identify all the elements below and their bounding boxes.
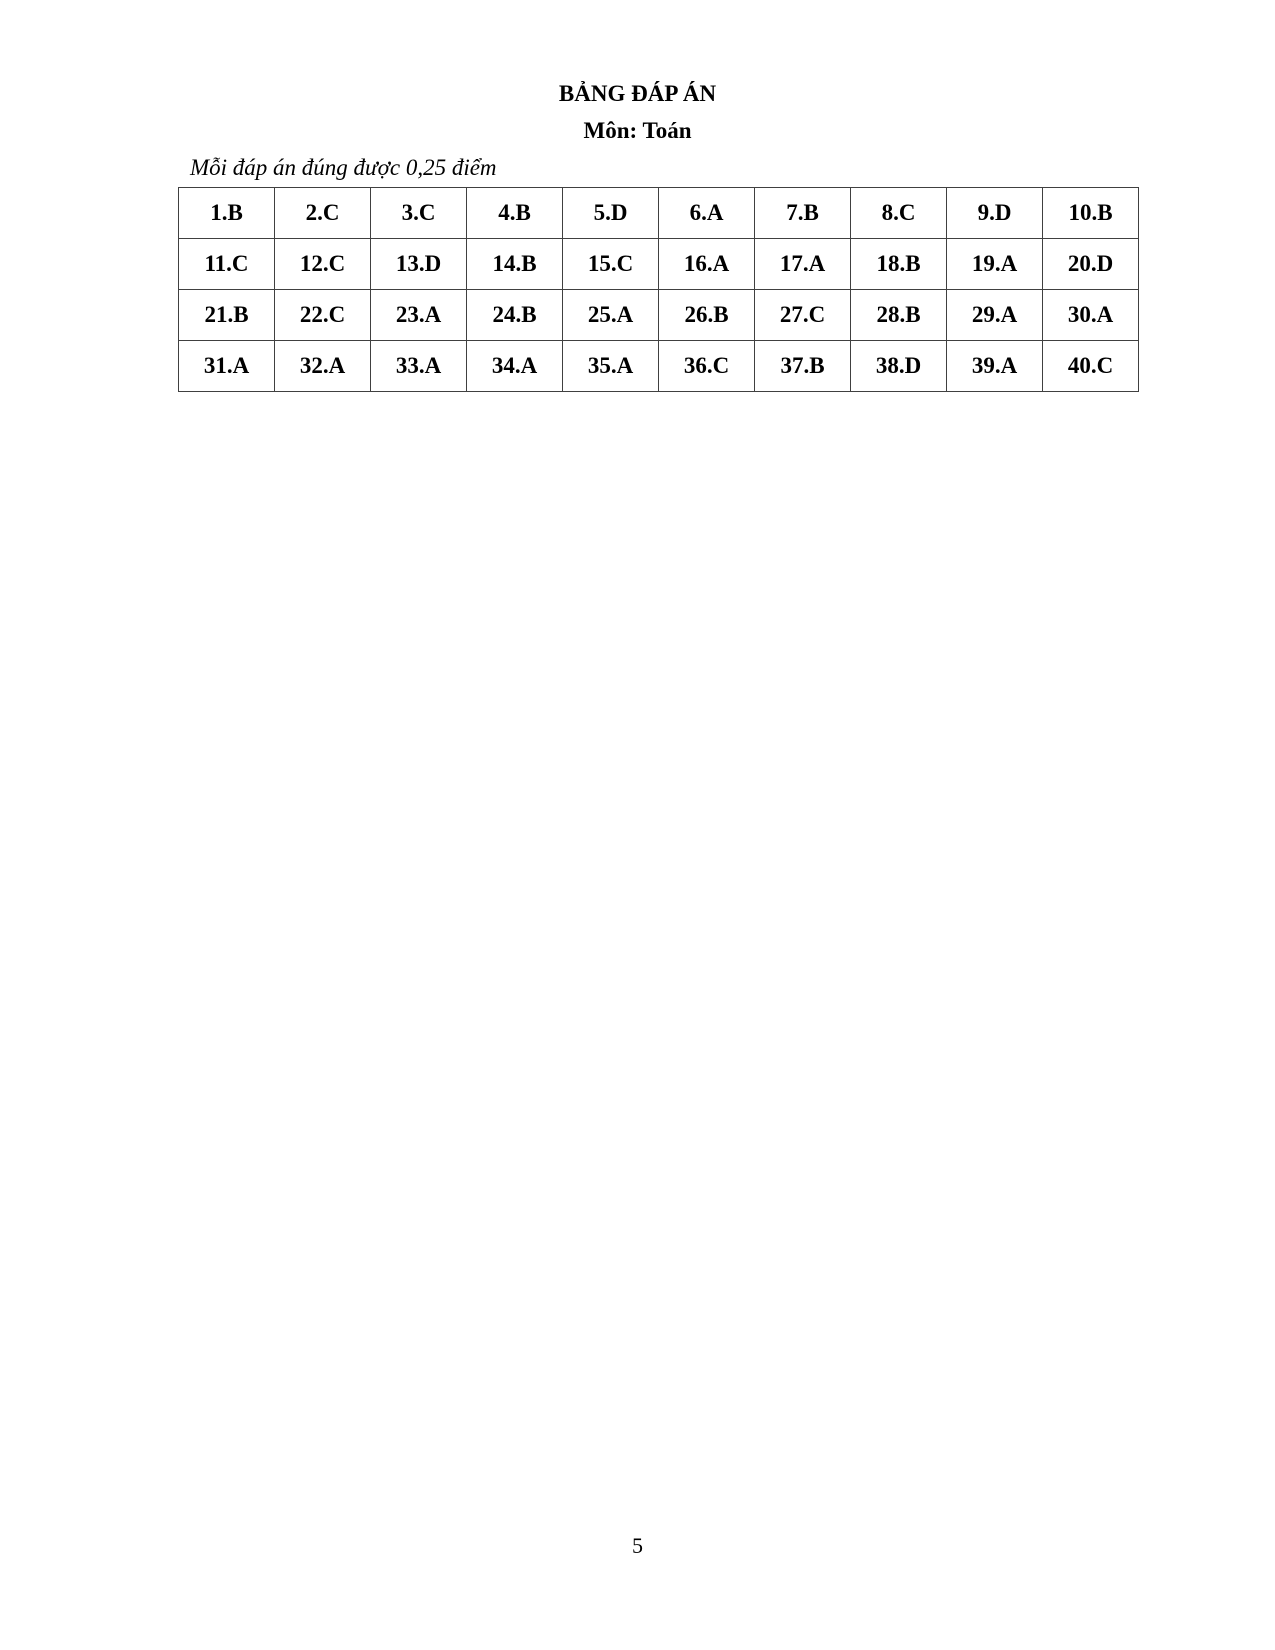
answer-cell: 18.B <box>851 239 947 290</box>
answer-cell: 3.C <box>371 188 467 239</box>
answer-cell: 37.B <box>755 341 851 392</box>
answer-cell: 6.A <box>659 188 755 239</box>
answer-cell: 16.A <box>659 239 755 290</box>
table-row <box>179 188 1139 239</box>
answer-cell: 22.C <box>275 290 371 341</box>
answer-cell: 14.B <box>467 239 563 290</box>
table-row <box>179 239 1139 290</box>
answer-cell: 32.A <box>275 341 371 392</box>
answer-cell: 31.A <box>179 341 275 392</box>
answer-cell: 27.C <box>755 290 851 341</box>
answer-cell: 35.A <box>563 341 659 392</box>
answer-table <box>178 187 1139 392</box>
scoring-note: Mỗi đáp án đúng được 0,25 điểm <box>190 155 497 180</box>
answer-cell: 34.A <box>467 341 563 392</box>
answer-cell: 12.C <box>275 239 371 290</box>
page-number: 5 <box>632 1533 643 1558</box>
subject-heading: Môn: Toán <box>583 118 692 143</box>
answer-cell: 26.B <box>659 290 755 341</box>
answer-cell: 33.A <box>371 341 467 392</box>
answer-cell: 7.B <box>755 188 851 239</box>
page-title: BẢNG ĐÁP ÁN <box>558 81 717 106</box>
answer-cell: 40.C <box>1043 341 1139 392</box>
answer-cell: 9.D <box>947 188 1043 239</box>
answer-cell: 25.A <box>563 290 659 341</box>
answer-table-body <box>179 188 1139 392</box>
answer-cell: 36.C <box>659 341 755 392</box>
answer-cell: 8.C <box>851 188 947 239</box>
answer-cell: 30.A <box>1043 290 1139 341</box>
answer-cell: 10.B <box>1043 188 1139 239</box>
answer-cell: 15.C <box>563 239 659 290</box>
answer-cell: 29.A <box>947 290 1043 341</box>
table-row <box>179 290 1139 341</box>
answer-cell: 19.A <box>947 239 1043 290</box>
answer-cell: 28.B <box>851 290 947 341</box>
answer-cell: 17.A <box>755 239 851 290</box>
answer-cell: 5.D <box>563 188 659 239</box>
answer-cell: 39.A <box>947 341 1043 392</box>
answer-cell: 23.A <box>371 290 467 341</box>
table-row <box>179 341 1139 392</box>
answer-cell: 4.B <box>467 188 563 239</box>
answer-cell: 11.C <box>179 239 275 290</box>
answer-cell: 1.B <box>179 188 275 239</box>
answer-cell: 20.D <box>1043 239 1139 290</box>
answer-cell: 2.C <box>275 188 371 239</box>
answer-cell: 13.D <box>371 239 467 290</box>
answer-cell: 24.B <box>467 290 563 341</box>
answer-cell: 21.B <box>179 290 275 341</box>
answer-cell: 38.D <box>851 341 947 392</box>
